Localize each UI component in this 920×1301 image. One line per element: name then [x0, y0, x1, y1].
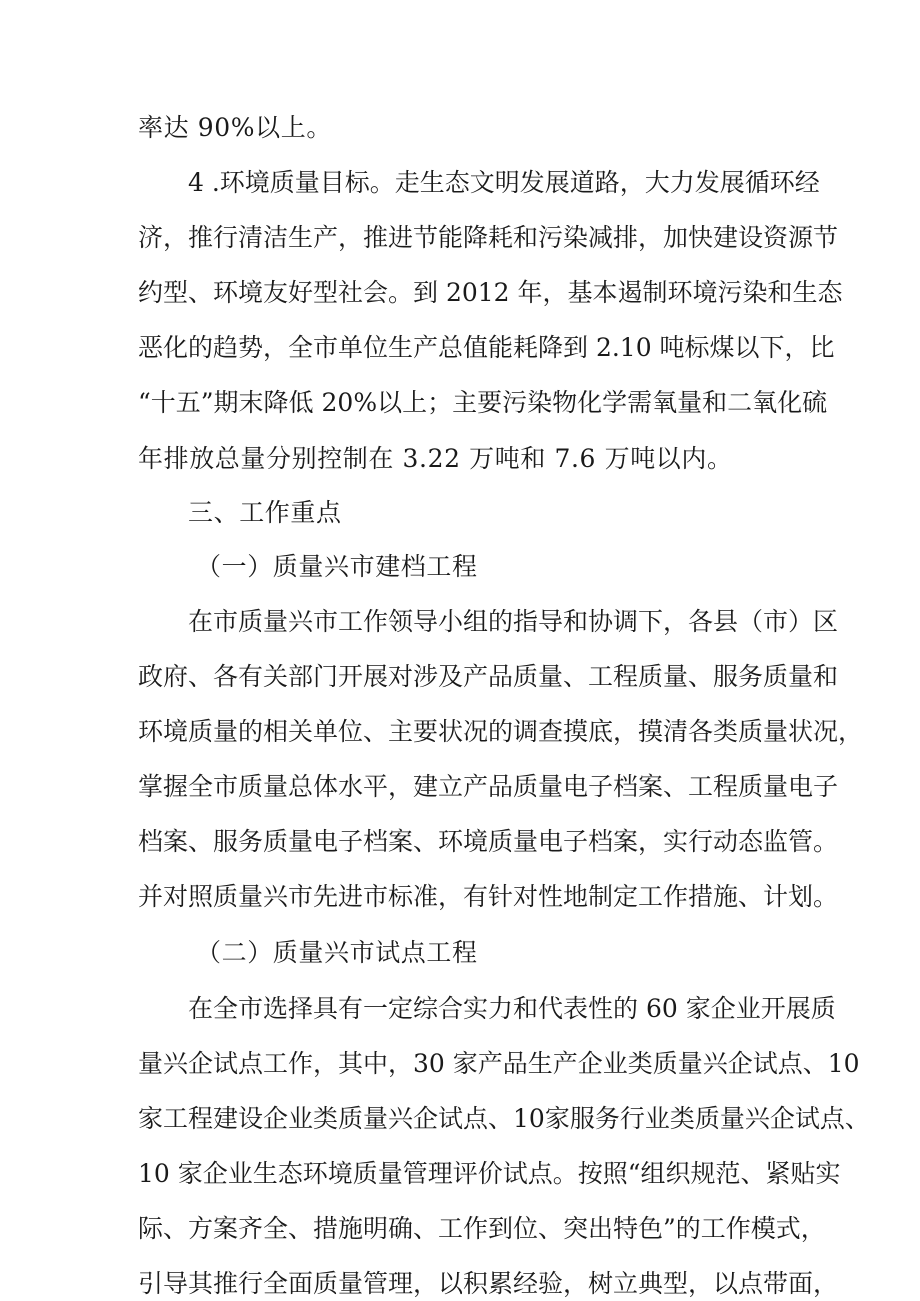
text-line: 政府、各有关部门开展对涉及产品质量、工程质量、服务质量和: [138, 662, 839, 691]
text-line: 掌握全市质量总体水平，建立产品质量电子档案、工程质量电子: [138, 772, 839, 801]
text-line: 际、方案齐全、措施明确、工作到位、突出特色”的工作模式，: [138, 1214, 826, 1243]
text-line: 10 家企业生态环境质量管理评价试点。按照“组织规范、紧贴实: [138, 1159, 841, 1188]
subsection-heading: （二）质量兴市试点工程: [196, 938, 478, 967]
text-line: 并对照质量兴市先进市标准，有针对性地制定工作措施、计划。: [138, 882, 839, 911]
text-line: 约型、环境友好型社会。到 2012 年，基本遏制环境污染和生态: [138, 278, 843, 307]
section-heading: 三、工作重点: [188, 498, 342, 527]
text-line: 在市质量兴市工作领导小组的指导和协调下，各县（市）区: [188, 607, 839, 636]
text-line: 济，推行清洁生产，推进节能降耗和污染减排，加快建设资源节: [138, 223, 839, 252]
text-line: 引导其推行全面质量管理，以积累经验，树立典型，以点带面，: [138, 1269, 839, 1298]
subsection-heading: （一）质量兴市建档工程: [196, 552, 478, 581]
text-line: 环境质量的相关单位、主要状况的调查摸底，摸清各类质量状况，: [138, 717, 864, 746]
text-line: 恶化的趋势，全市单位生产总值能耗降到 2.10 吨标煤以下，比: [138, 333, 835, 362]
text-line: 在全市选择具有一定综合实力和代表性的 60 家企业开展质: [188, 994, 836, 1023]
text-line: 家工程建设企业类质量兴企试点、10家服务行业类质量兴企试点、: [138, 1104, 870, 1133]
text-line: 档案、服务质量电子档案、环境质量电子档案，实行动态监管。: [138, 827, 839, 856]
text-line: 4 .环境质量目标。走生态文明发展道路，大力发展循环经: [188, 168, 820, 197]
text-line: 率达 90%以上。: [138, 113, 332, 142]
text-line: 量兴企试点工作，其中，30 家产品生产企业类质量兴企试点、10: [138, 1049, 860, 1078]
text-line: “十五”期末降低 20%以上；主要污染物化学需氧量和二氧化硫: [138, 388, 828, 417]
text-line: 年排放总量分别控制在 3.22 万吨和 7.6 万吨以内。: [138, 444, 733, 473]
